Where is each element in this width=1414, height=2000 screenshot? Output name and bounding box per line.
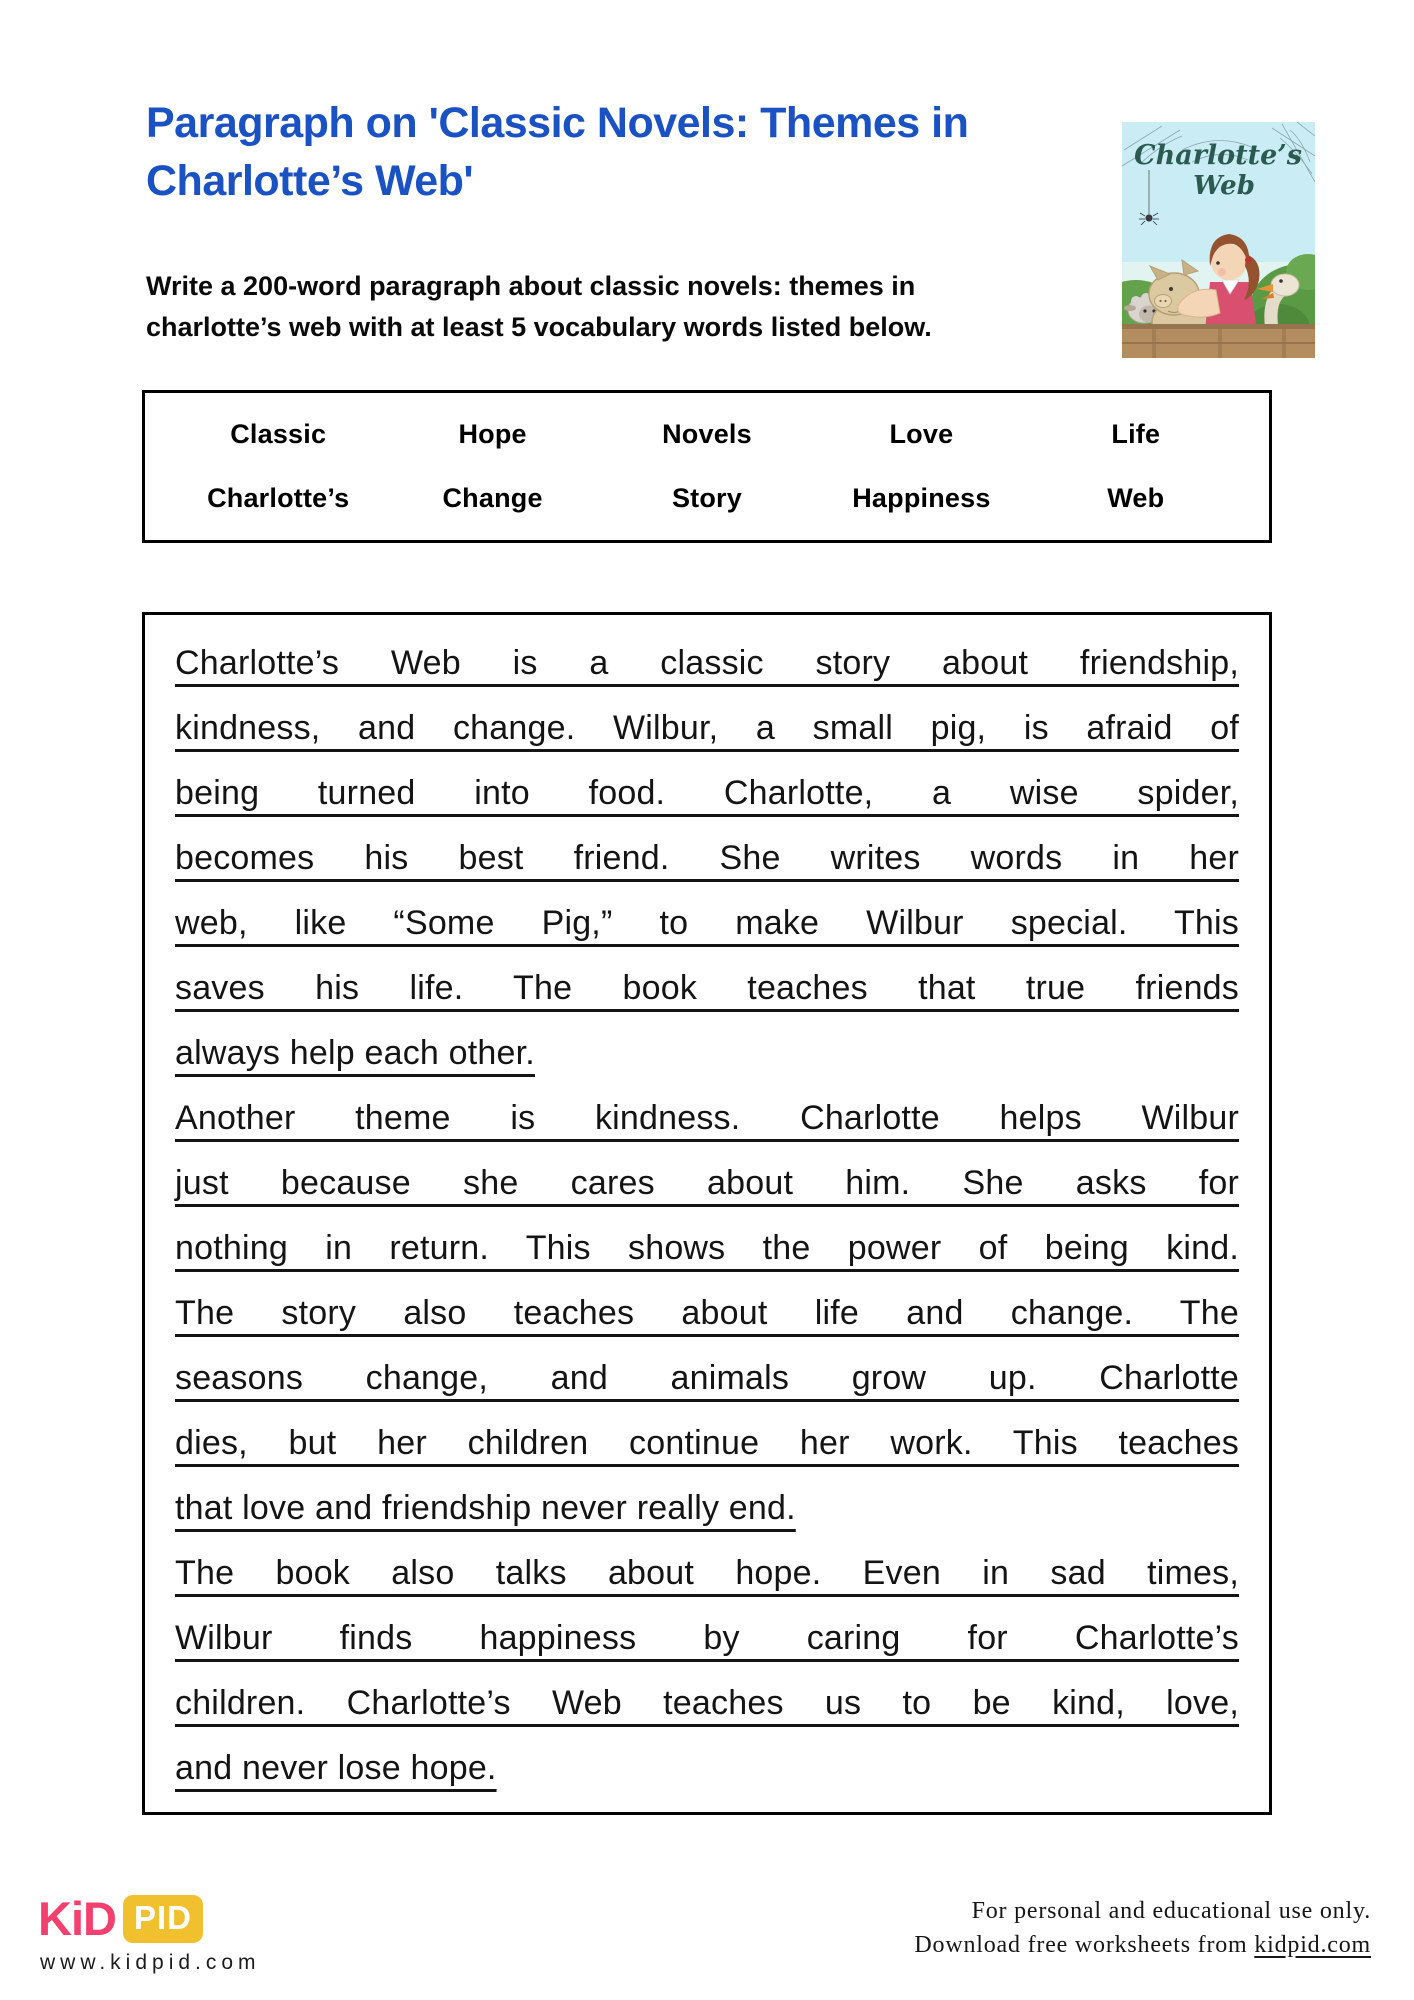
kidpid-logo-kid: KiD xyxy=(38,1892,116,1945)
fence-icon xyxy=(1122,324,1315,358)
paragraph-line: and never lose hope. xyxy=(175,1749,497,1787)
paragraph-line: web, like “Some Pig,” to make Wilbur special. This xyxy=(175,904,1239,942)
kidpid-link[interactable]: kidpid.com xyxy=(1254,1932,1371,1958)
vocab-word: Change xyxy=(442,482,543,513)
paragraph-line: always help each other. xyxy=(175,1034,535,1072)
paragraph-line: Wilbur finds happiness by caring for Charlotte’s xyxy=(175,1619,1239,1657)
paragraph-line: The book also talks about hope. Even in sad times, xyxy=(175,1554,1239,1592)
paragraph-line: seasons change, and animals grow up. Charlotte xyxy=(175,1359,1239,1397)
paragraph-line: nothing in return. This shows the power of being kind. xyxy=(175,1229,1239,1267)
vocab-word: Story xyxy=(671,482,742,513)
paragraph-lines xyxy=(175,631,1239,1801)
paragraph-line: kindness, and change. Wilbur, a small pig, is afraid of xyxy=(175,709,1239,747)
paragraph-line: dies, but her children continue her work. This teaches xyxy=(175,1424,1239,1462)
paragraph-line: that love and friendship never really end. xyxy=(175,1489,796,1527)
book-cover-illustration xyxy=(1122,122,1315,358)
page-title-line1: Paragraph on 'Classic Novels: Themes in xyxy=(146,99,969,147)
cover-title-line2: Web xyxy=(1193,171,1255,201)
vocab-word: Novels xyxy=(662,419,752,450)
vocab-word: Love xyxy=(889,419,954,450)
kidpid-logo xyxy=(38,1891,203,1946)
paragraph-box xyxy=(142,612,1272,1815)
book-cover-image xyxy=(1122,122,1315,358)
footer-note-line2-text: Download free worksheets from xyxy=(914,1932,1248,1958)
paragraph-line: Another theme is kindness. Charlotte helps Wilbur xyxy=(175,1099,1239,1137)
vocabulary-box xyxy=(142,390,1272,543)
paragraph-line: being turned into food. Charlotte, a wise spider, xyxy=(175,774,1239,812)
paragraph-line: just because she cares about him. She asks for xyxy=(175,1164,1239,1202)
vocab-word: Hope xyxy=(458,419,527,450)
vocab-row-1 xyxy=(171,403,1243,467)
vocab-word: Charlotte’s xyxy=(207,482,350,513)
paragraph-line: saves his life. The book teaches that true friends xyxy=(175,969,1239,1007)
vocab-word: Happiness xyxy=(852,482,991,513)
paragraph-line: becomes his best friend. She writes words in her xyxy=(175,839,1239,877)
paragraph-line: The story also teaches about life and change. The xyxy=(175,1294,1239,1332)
page-title xyxy=(146,94,1126,210)
page-title-line2: Charlotte’s Web' xyxy=(146,157,474,205)
vocab-word: Web xyxy=(1107,482,1165,513)
vocab-word: Life xyxy=(1111,419,1161,450)
cover-title-line1: Charlotte’s xyxy=(1134,140,1302,171)
footer-note-line1: For personal and educational use only. xyxy=(971,1898,1371,1924)
vocab-word: Classic xyxy=(230,419,327,450)
instruction-text xyxy=(146,266,1126,348)
paragraph-line: Charlotte’s Web is a classic story about friendship, xyxy=(175,644,1239,682)
kidpid-logo-pid: PID xyxy=(123,1895,203,1943)
instruction-line1: Write a 200-word paragraph about classic novels: themes in xyxy=(146,271,916,301)
instruction-line2: charlotte’s web with at least 5 vocabulary words listed below. xyxy=(146,312,932,342)
footer-note xyxy=(914,1894,1371,1962)
website-url: www.kidpid.com xyxy=(40,1951,261,1974)
footer-note-line2 xyxy=(914,1928,1371,1962)
vocab-row-2 xyxy=(171,467,1243,531)
paragraph-line: children. Charlotte’s Web teaches us to be kind, love, xyxy=(175,1684,1239,1722)
